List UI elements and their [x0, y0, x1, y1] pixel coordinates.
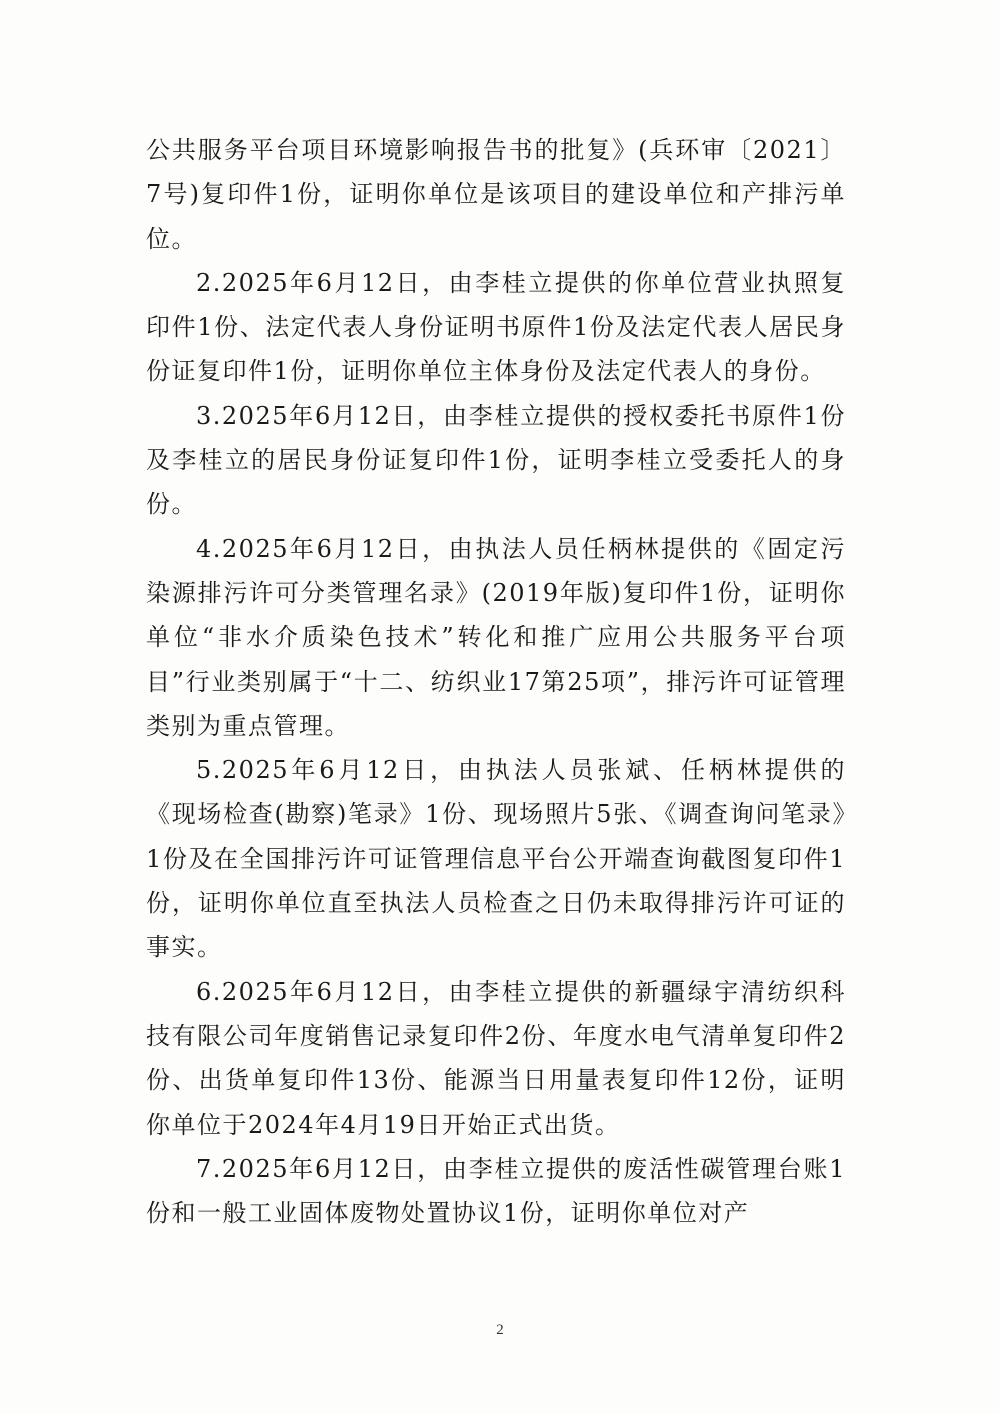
document-body [146, 128, 846, 1235]
paragraph-evidence-5: 5.2025年6月12日，由执法人员张斌、任柄林提供的《现场检查(勘察)笔录》1份、现场照片5张、《调查询问笔录》1份及在全国排污许可证管理信息平台公开端查询截图复印件1份，证明你单位直至执法人员检查之日仍未取得排污许可证的事实。 [146, 756, 846, 962]
paragraph-evidence-6: 6.2025年6月12日，由李桂立提供的新疆绿宇清纺织科技有限公司年度销售记录复印件2份、年度水电气清单复印件2份、出货单复印件13份、能源当日用量表复印件12份，证明你单位于2024年4月19日开始正式出货。 [146, 977, 846, 1139]
paragraph-evidence-2: 2.2025年6月12日，由李桂立提供的你单位营业执照复印件1份、法定代表人身份证明书原件1份及法定代表人居民身份证复印件1份，证明你单位主体身份及法定代表人的身份。 [146, 268, 846, 386]
paragraph-continuation: 公共服务平台项目环境影响报告书的批复》(兵环审〔2021〕7号)复印件1份，证明你单位是该项目的建设单位和产排污单位。 [146, 136, 846, 253]
paragraph-evidence-3: 3.2025年6月12日，由李桂立提供的授权委托书原件1份及李桂立的居民身份证复印件1份，证明李桂立受委托人的身份。 [146, 401, 846, 519]
paragraph-evidence-7: 7.2025年6月12日，由李桂立提供的废活性碳管理台账1份和一般工业固体废物处置协议1份，证明你单位对产 [146, 1154, 846, 1228]
page-number: 2 [496, 1322, 504, 1338]
paragraph-evidence-4: 4.2025年6月12日，由执法人员任柄林提供的《固定污染源排污许可分类管理名录》(2019年版)复印件1份，证明你单位“非水介质染色技术”转化和推广应用公共服务平台项目”行业类别属于“十二、纺织业17第25项”，排污许可证管理类别为重点管理。 [146, 534, 846, 740]
